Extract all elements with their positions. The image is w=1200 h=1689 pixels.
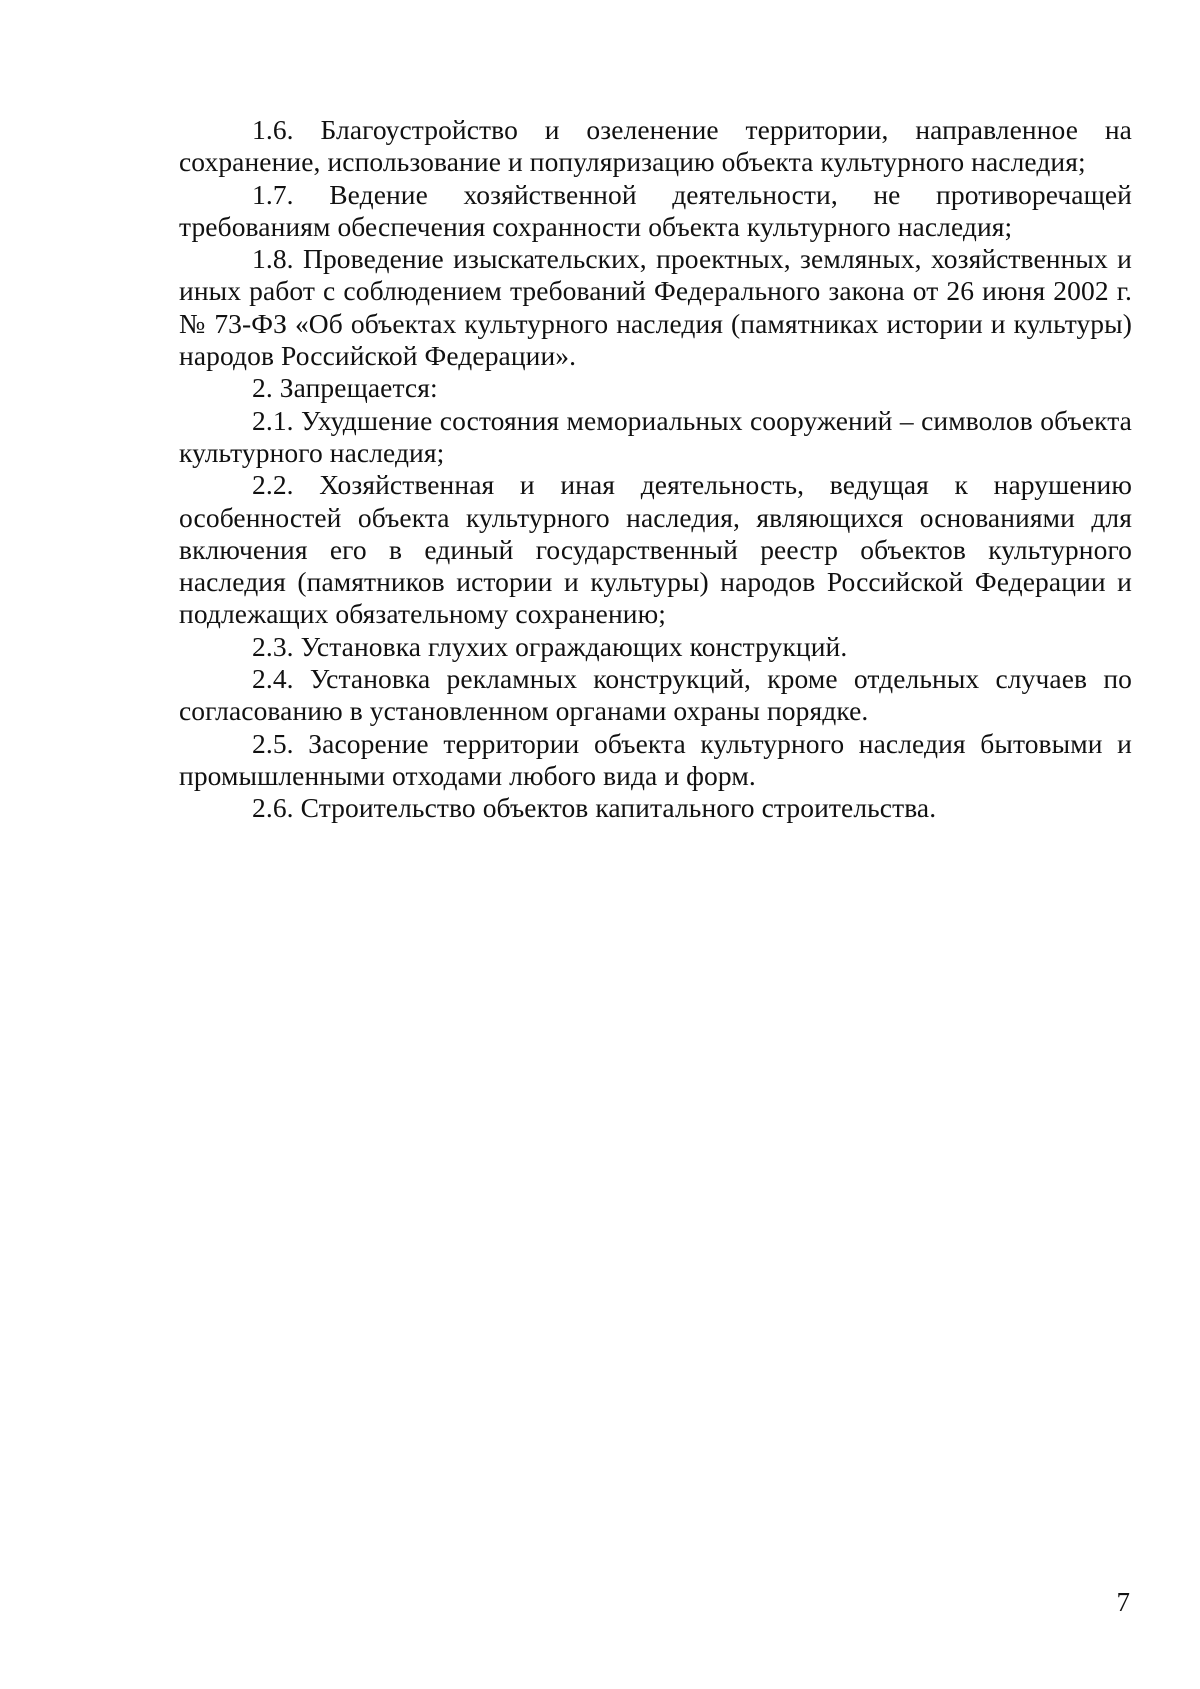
paragraph-1-8: 1.8. Проведение изыскательских, проектных, земляных, хозяйственных и иных работ с соблюдением требований Федерального закона от 26 июня 2002 г. № 73-ФЗ «Об объектах культурного наследия (памятниках истории и культуры) народов Российской Федерации». [179,243,1132,372]
paragraph-2-6: 2.6. Строительство объектов капитального строительства. [252,792,937,824]
paragraph-2-5: 2.5. Засорение территории объекта культурного наследия бытовыми и промышленными отходами любого вида и форм. [179,727,1132,791]
paragraph-2-heading: 2. Запрещается: [252,372,438,404]
paragraph-2-2: 2.2. Хозяйственная и иная деятельность, ведущая к нарушению особенностей объекта культурного наследия, являющихся основаниями для включения его в единый государственный реестр объектов культурного наследия (памятников истории и культуры) народов Российской Федерации и подлежащих обязательному сохранению; [179,469,1132,630]
paragraph-1-6: 1.6. Благоустройство и озеленение территории, направленное на сохранение, использование и популяризацию объекта культурного наследия; [179,114,1132,178]
paragraph-2-3: 2.3. Установка глухих ограждающих конструкций. [252,630,848,662]
paragraph-2-4: 2.4. Установка рекламных конструкций, кроме отдельных случаев по согласованию в установленном органами охраны порядке. [179,663,1132,727]
page-number: 7 [1116,1587,1130,1617]
paragraph-1-7: 1.7. Ведение хозяйственной деятельности, не противоречащей требованиям обеспечения сохранности объекта культурного наследия; [179,178,1132,242]
document-body [179,114,1132,825]
paragraph-2-1: 2.1. Ухудшение состояния мемориальных сооружений – символов объекта культурного наследия; [179,404,1132,468]
